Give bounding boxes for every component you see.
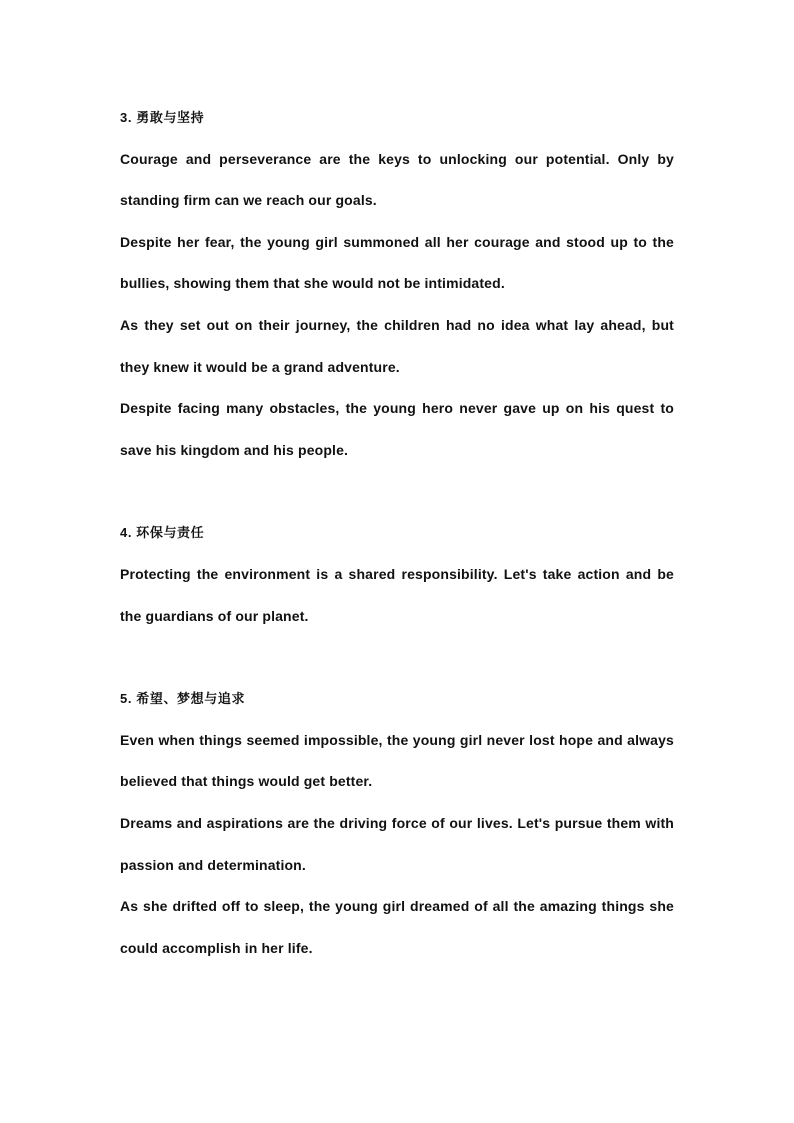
paragraph: Despite her fear, the young girl summoned all her courage and stood up to the bullies, showing them that she would not be intimidated. <box>120 233 674 292</box>
section-heading: 3. 勇敢与坚持 <box>120 110 205 125</box>
document-body <box>120 97 674 969</box>
section-environment-responsibility <box>120 512 674 637</box>
paragraph: Dreams and aspirations are the driving force of our lives. Let's pursue them with passion and determination. <box>120 814 674 873</box>
section-heading: 4. 环保与责任 <box>120 525 205 541</box>
paragraph: As they set out on their journey, the children had no idea what lay ahead, but they knew it would be a grand adventure. <box>120 316 674 375</box>
paragraph: Protecting the environment is a shared responsibility. Let's take action and be the guardians of our planet. <box>120 565 674 624</box>
paragraph: Even when things seemed impossible, the young girl never lost hope and always believed that things would get better. <box>120 731 674 790</box>
paragraph: Courage and perseverance are the keys to unlocking our potential. Only by standing firm can we reach our goals. <box>120 150 674 209</box>
paragraph: Despite facing many obstacles, the young hero never gave up on his quest to save his kingdom and his people. <box>120 400 674 458</box>
section-courage-perseverance <box>120 97 674 471</box>
section-hope-dreams <box>120 678 674 969</box>
section-heading: 5. 希望、梦想与追求 <box>120 691 246 707</box>
paragraph: As she drifted off to sleep, the young girl dreamed of all the amazing things she could accomplish in her life. <box>120 898 674 956</box>
